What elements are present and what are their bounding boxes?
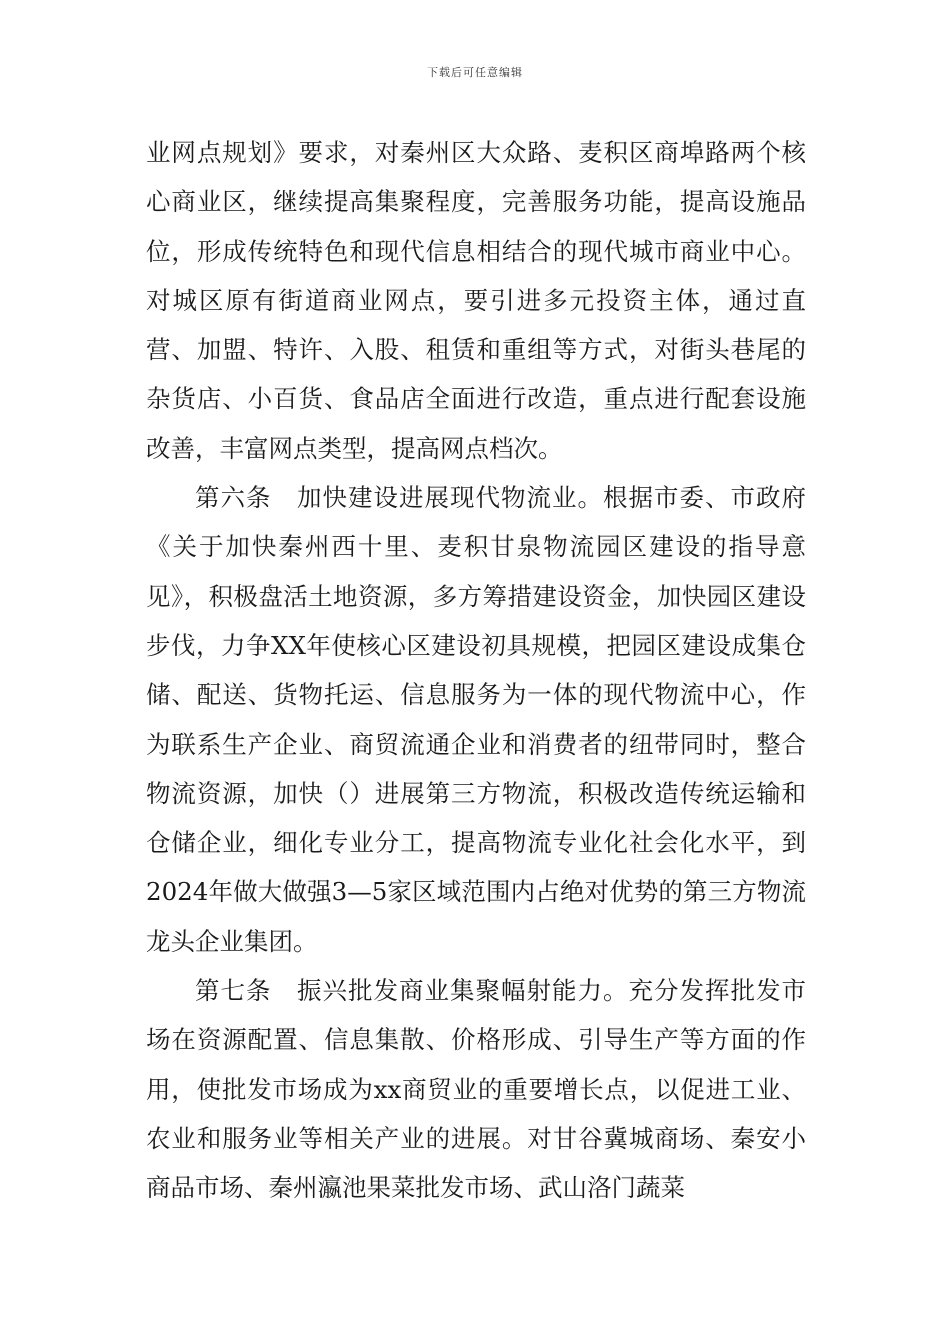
page-header: 下载后可任意编辑 bbox=[427, 66, 523, 79]
paragraph-continuation: 业网点规划》要求，对秦州区大众路、麦积区商埠路两个核心商业区，继续提高集聚程度，完善服务功能，提高设施品位，形成传统特色和现代信息相结合的现代城市商业中心。对城区原有街道商业网点，要引进多元投资主体，通过直营、加盟、特许、入股、租赁和重组等方式，对街头巷尾的杂货店、小百货、食品店全面进行改造，重点进行配套设施改善，丰富网点类型，提高网点档次。 bbox=[146, 138, 806, 463]
paragraph-article-7: 第七条 振兴批发商业集聚幅射能力。充分发挥批发市场在资源配置、信息集散、价格形成、引导生产等方面的作用，使批发市场成为xx商贸业的重要增长点，以促进工业、农业和服务业等相关产业的进展。对甘谷冀城商场、秦安小商品市场、秦州瀛池果菜批发市场、武山洛门蔬菜 bbox=[146, 976, 806, 1203]
paragraph-article-6: 第六条 加快建设进展现代物流业。根据市委、市政府《关于加快秦州西十里、麦积甘泉物流园区建设的指导意见》，积极盘活土地资源，多方筹措建设资金，加快园区建设步伐，力争XX年使核心区建设初具规模，把园区建设成集仓储、配送、货物托运、信息服务为一体的现代物流中心，作为联系生产企业、商贸流通企业和消费者的纽带同时，整合物流资源，加快（）进展第三方物流，积极改造传统运输和仓储企业，细化专业分工，提高物流专业化社会化水平，到2024年做大做强3—5家区域范围内占绝对优势的第三方物流龙头企业集团。 bbox=[146, 483, 806, 956]
document-body bbox=[146, 128, 806, 1213]
